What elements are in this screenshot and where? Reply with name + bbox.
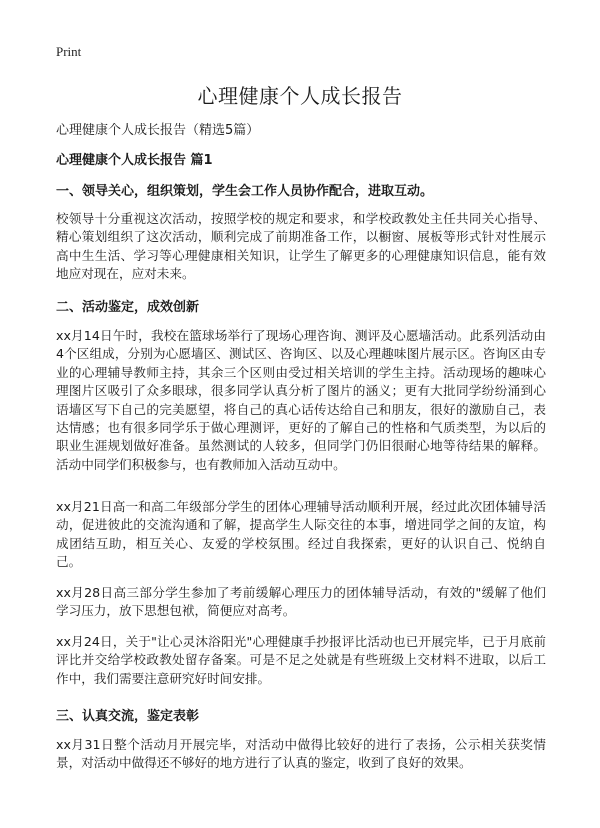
section-2-paragraph: xx月21日高一和高二年级部分学生的团体心理辅导活动顺利开展，经过此次团体辅导活动，促进彼此的交流沟通和了解，提高学生人际交往的本事，增进同学之间的友谊，构成团结互助，相互关心、友爱的学校氛围。经过自我探索，更好的认识自己、悦纳自己。 <box>56 499 546 570</box>
section-2-paragraph: xx月28日高三部分学生参加了考前缓解心理压力的团体辅导活动，有效的"缓解了他们学习压力，放下思想包袱，简便应对高考。 <box>56 585 546 619</box>
section-2-paragraph: xx月24日，关于"让心灵沐浴阳光"心理健康手抄报评比活动也已开展完毕，已于月底前评比并交给学校政教处留存备案。可是不足之处就是有些班级上交材料不进取，以后工作中，我们需要注意研究好时间安排。 <box>56 634 546 686</box>
section-heading-3: 三、认真交流，鉴定表彰 <box>56 709 200 724</box>
section-heading-1: 一、领导关心，组织策划，学生会工作人员协作配合，进取互动。 <box>56 184 434 199</box>
section-heading-2: 二、活动鉴定，成效创新 <box>56 300 200 315</box>
print-link[interactable]: Print <box>56 44 82 59</box>
article-title: 心理健康个人成长报告 篇1 <box>56 153 213 168</box>
section-3-paragraph: xx月31日整个活动月开展完毕，对活动中做得比较好的进行了表扬，公示相关获奖情景，对活动中做得还不够好的地方进行了认真的鉴定，收到了良好的效果。 <box>56 737 546 771</box>
subtitle: 心理健康个人成长报告（精选5篇） <box>56 123 260 138</box>
page-title: 心理健康个人成长报告 <box>197 84 403 108</box>
section-2-paragraph: xx月14日午时，我校在篮球场举行了现场心理咨询、测评及心愿墙活动。此系列活动由4个区组成，分别为心愿墙区、测试区、咨询区、以及心理趣味图片展示区。咨询区由专业的心理辅导教师主持，其余三个区则由受过相关培训的学生主持。活动现场的趣味心理图片区吸引了众多眼球，很多同学认真分析了图片的涵义；更有大批同学纷纷涌到心语墙区写下自己的完美愿望，将自己的真心话传达给自己和朋友，很好的激励自己，表达情感；也有很多同学乐于做心理测评，更好的了解自己的性格和气质类型，为以后的职业生涯规划做好准备。虽然测试的人较多，但同学门仍旧很耐心地等待结果的解释。活动中同学们积极参与，也有教师加入活动互动中。 <box>56 328 546 472</box>
section-1-paragraph: 校领导十分重视这次活动，按照学校的规定和要求，和学校政教处主任共同关心指导、精心策划组织了这次活动，顺利完成了前期准备工作，以橱窗、展板等形式针对性展示高中生生活、学习等心理健康相关知识，让学生了解更多的心理健康知识信息，能有效地应对现在，应对未来。 <box>56 211 546 282</box>
